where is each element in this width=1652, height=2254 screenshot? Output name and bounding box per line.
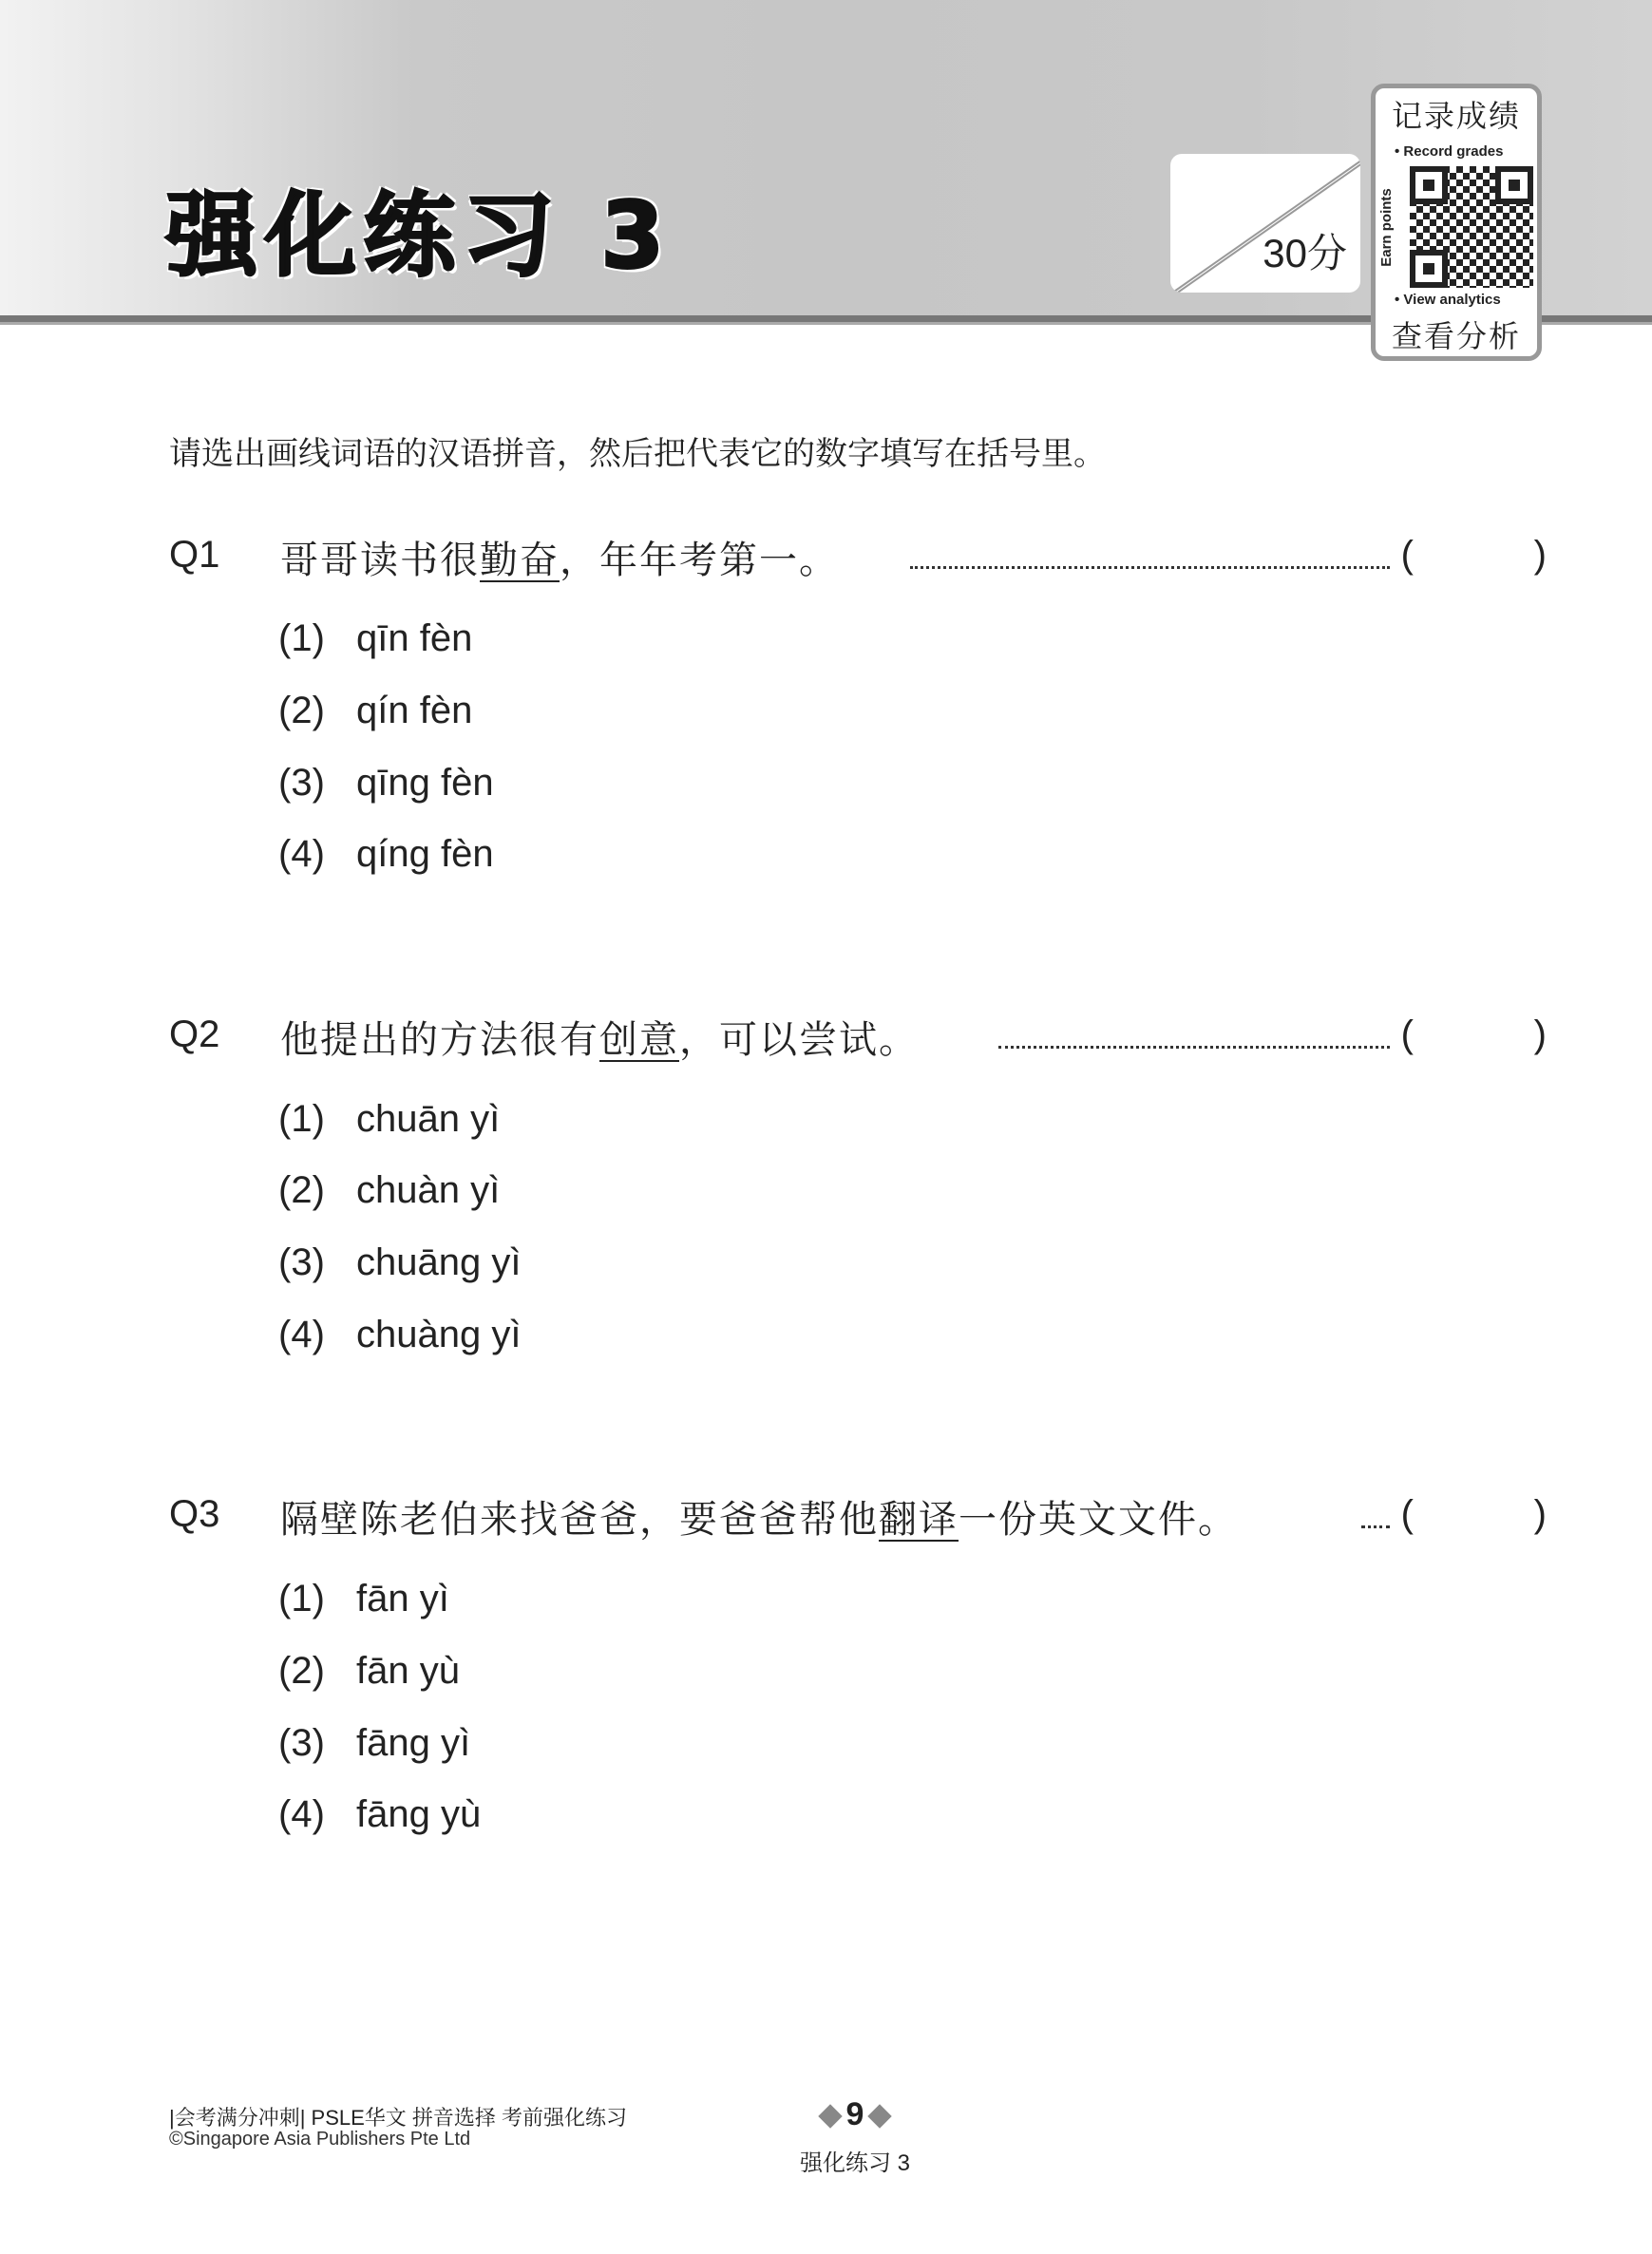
option: (3) qīng fèn	[278, 762, 494, 804]
qr-code-icon[interactable]	[1410, 166, 1533, 288]
total-score: 30分	[1263, 231, 1347, 275]
option: (4) chuàng yì	[278, 1314, 522, 1355]
qr-earn-label: Earn points	[1377, 188, 1395, 267]
answer-bracket-close[interactable]: )	[1533, 1013, 1547, 1055]
question-sentence: 哥哥读书很勤奋，年年考第一。	[280, 539, 839, 582]
option: (1) fān yì	[278, 1578, 449, 1619]
footer-copyright: ©Singapore Asia Publishers Pte Ltd	[169, 2129, 471, 2150]
question-sentence: 隔壁陈老伯来找爸爸，要爸爸帮他翻译一份英文文件。	[280, 1498, 1238, 1542]
question-label: Q3	[169, 1493, 220, 1535]
qr-card[interactable]	[1371, 84, 1542, 361]
qr-bottom-label: 查看分析	[1391, 319, 1521, 353]
option: (3) fāng yì	[278, 1722, 471, 1764]
question-label: Q2	[169, 1013, 220, 1055]
option: (2) chuàn yì	[278, 1169, 501, 1211]
page-title: 强化练习 3	[166, 182, 673, 289]
option: (1) qīn fèn	[278, 617, 473, 659]
question-sentence: 他提出的方法很有创意，可以尝试。	[280, 1018, 919, 1062]
question-3	[169, 1493, 1547, 1550]
qr-record-label: • Record grades	[1395, 143, 1504, 160]
underlined-word: 翻译	[879, 1498, 959, 1542]
dotted-leader	[998, 1046, 1390, 1049]
option: (4) fāng yù	[278, 1793, 482, 1835]
qr-view-label: • View analytics	[1395, 292, 1501, 308]
option: (1) chuān yì	[278, 1098, 501, 1140]
underlined-word: 勤奋	[480, 539, 560, 582]
answer-bracket-open[interactable]: (	[1400, 1493, 1414, 1535]
score-box	[1170, 154, 1360, 293]
answer-bracket-open[interactable]: (	[1400, 534, 1414, 576]
question-1	[169, 534, 1547, 591]
dotted-leader	[910, 566, 1390, 569]
question-2	[169, 1013, 1547, 1070]
diamond-icon	[868, 2104, 892, 2128]
answer-bracket-open[interactable]: (	[1400, 1013, 1414, 1055]
diamond-icon	[818, 2104, 842, 2128]
footer-section: 强化练习 3	[799, 2150, 910, 2176]
option: (3) chuāng yì	[278, 1241, 522, 1283]
dotted-leader	[1361, 1525, 1390, 1528]
option: (4) qíng fèn	[278, 833, 494, 875]
question-label: Q1	[169, 534, 220, 576]
page-number: 9	[779, 2096, 931, 2133]
qr-top-label: 记录成绩	[1391, 99, 1521, 133]
footer-series: |会考满分冲刺| PSLE华文 拼音选择 考前强化练习	[169, 2106, 628, 2130]
underlined-word: 创意	[599, 1018, 679, 1062]
answer-bracket-close[interactable]: )	[1533, 1493, 1547, 1535]
answer-bracket-close[interactable]: )	[1533, 534, 1547, 576]
option: (2) fān yù	[278, 1650, 460, 1692]
instruction: 请选出画线词语的汉语拼音，然后把代表它的数字填写在括号里。	[169, 436, 1106, 472]
option: (2) qín fèn	[278, 690, 473, 731]
